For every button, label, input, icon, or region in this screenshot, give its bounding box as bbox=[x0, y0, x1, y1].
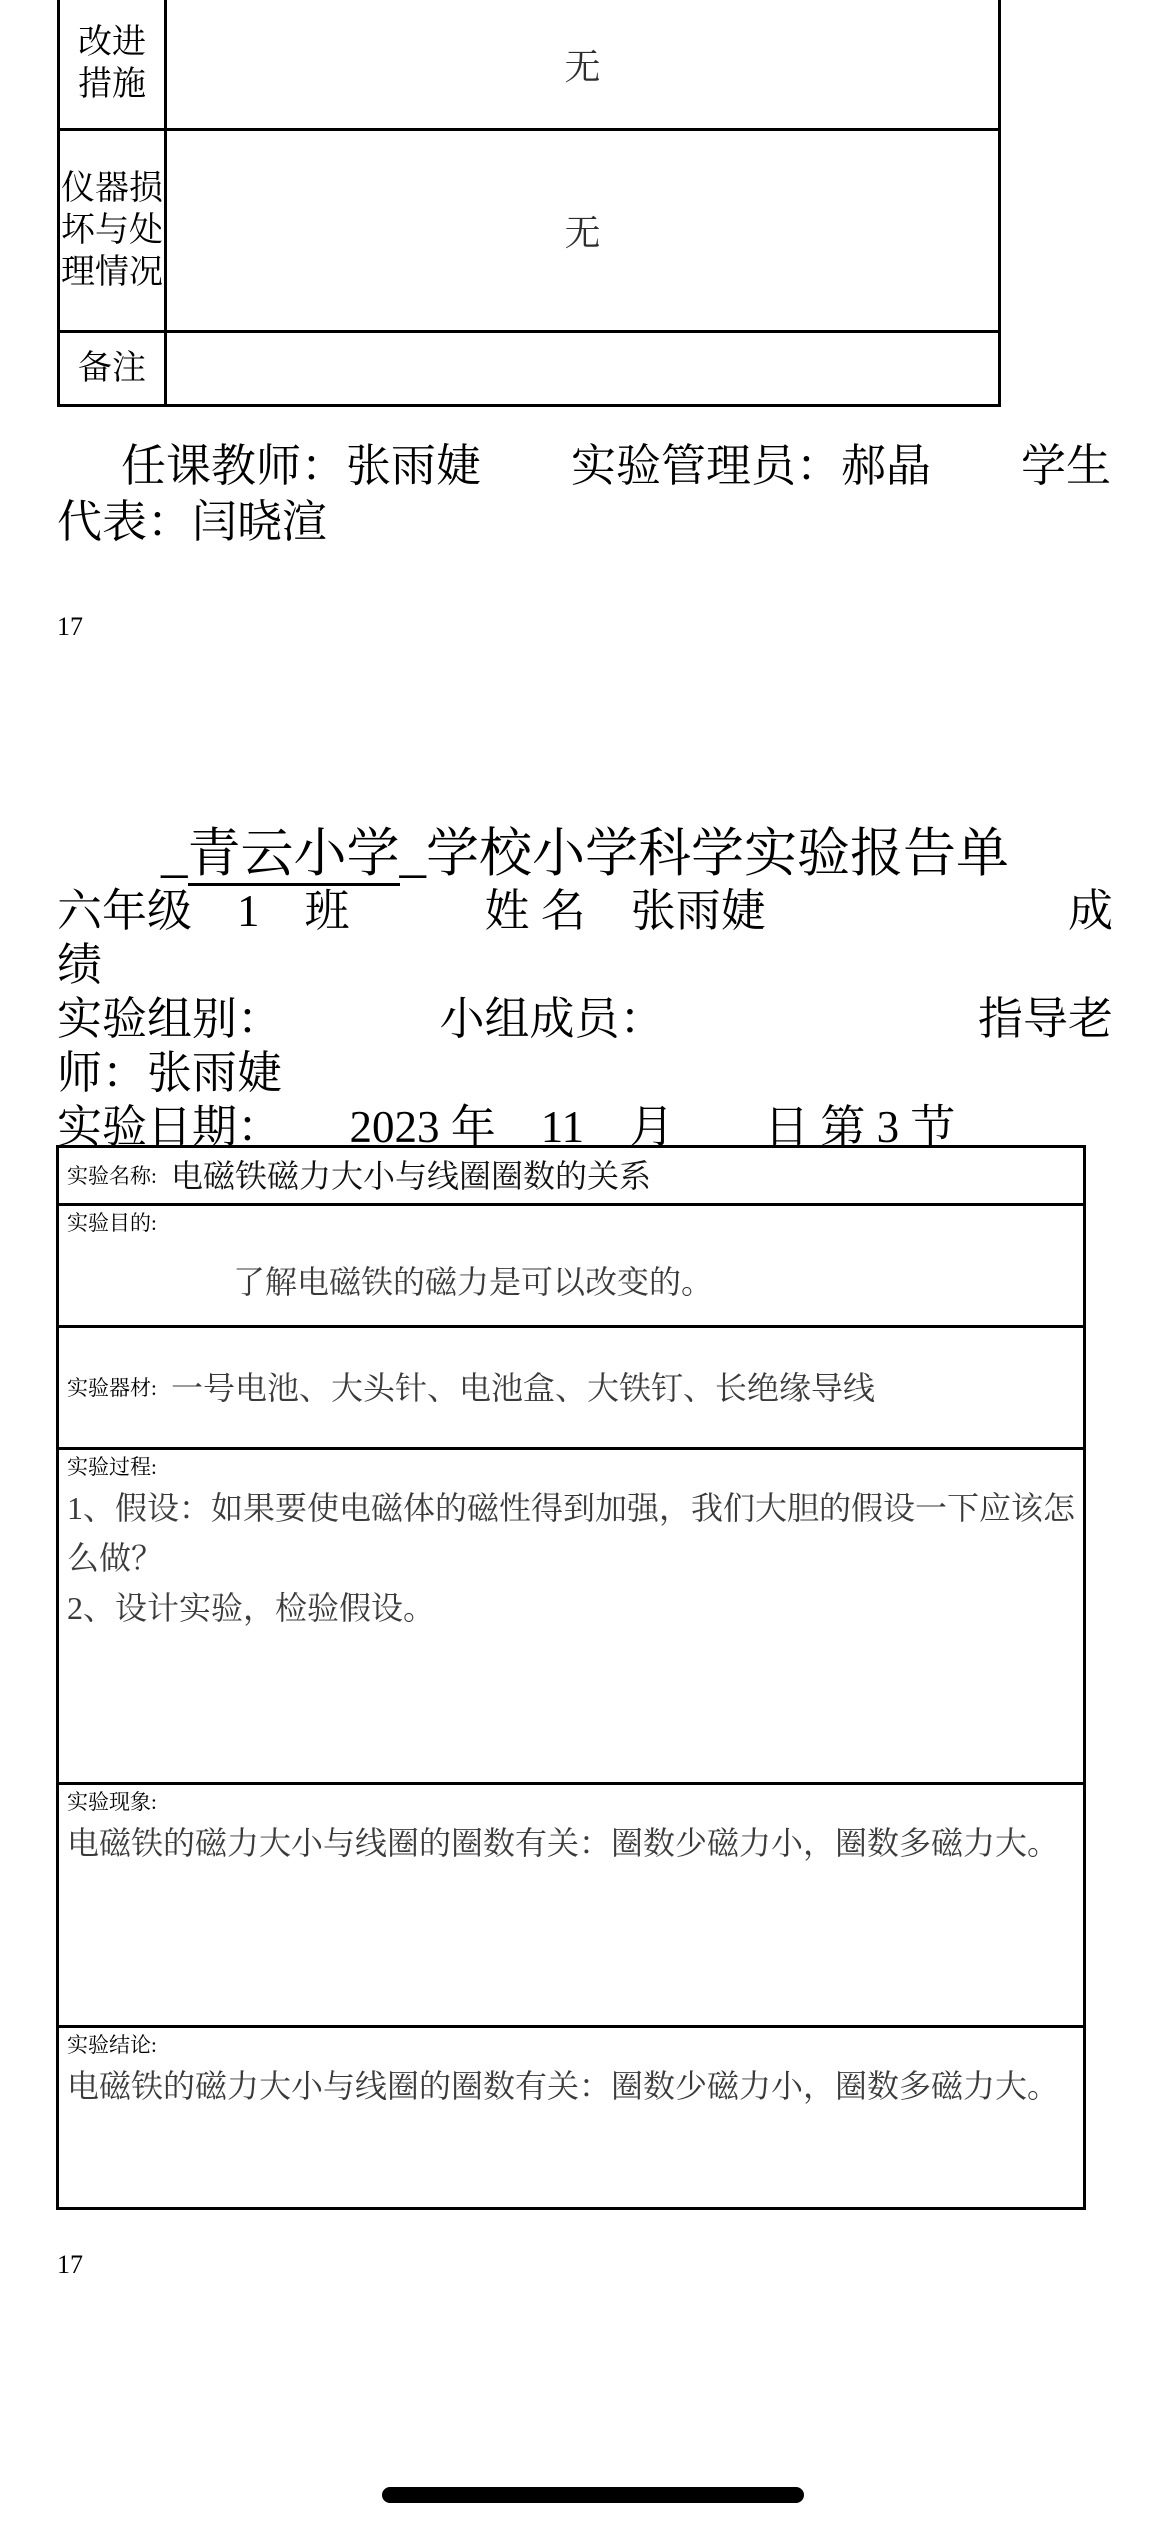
label-experiment-materials: 实验器材: bbox=[67, 1375, 157, 1400]
row-experiment-procedure bbox=[59, 1450, 1083, 1785]
table-row-equipment-damage bbox=[60, 131, 998, 333]
report-info-block bbox=[57, 884, 1113, 1154]
experiment-date: 实验日期： 2023 年 11 月 日 第 3 节 bbox=[57, 1102, 956, 1152]
row-label-improvement: 改进措施 bbox=[60, 0, 167, 128]
title-rest: 学校小学科学实验报告单 bbox=[426, 825, 1009, 883]
score-label-start: 成 bbox=[1067, 886, 1113, 936]
row-experiment-materials bbox=[59, 1328, 1083, 1450]
label-experiment-name: 实验名称: bbox=[67, 1163, 157, 1188]
row-value-equipment-damage: 无 bbox=[564, 213, 601, 253]
label-experiment-procedure: 实验过程: bbox=[67, 1455, 157, 1479]
title-underscore-left: _ bbox=[161, 825, 188, 883]
info-line-score-wrap bbox=[57, 938, 1113, 992]
info-line-group bbox=[57, 992, 1113, 1046]
school-name: 青云小学 bbox=[188, 825, 400, 886]
value-experiment-purpose: 了解电磁铁的磁力是可以改变的。 bbox=[233, 1264, 714, 1300]
score-label-end: 绩 bbox=[57, 940, 103, 990]
label-experiment-purpose: 实验目的: bbox=[67, 1211, 157, 1235]
title-underscore-right: _ bbox=[399, 825, 426, 883]
procedure-step-1: 1、假设：如果要使电磁体的磁性得到加强，我们大胆的假设一下应该怎 bbox=[67, 1490, 1076, 1526]
report-title bbox=[0, 822, 1170, 886]
signature-line-2: 代表：闫晓渲 bbox=[57, 497, 328, 547]
row-experiment-name bbox=[59, 1148, 1083, 1206]
home-indicator[interactable] bbox=[382, 2487, 804, 2503]
row-label-remarks: 备注 bbox=[60, 333, 167, 404]
group-members-label: 实验组别： 小组成员： bbox=[57, 994, 665, 1044]
row-experiment-observation bbox=[59, 1785, 1083, 2028]
table-row-improvement bbox=[60, 0, 998, 131]
advisor-name: 师：张雨婕 bbox=[57, 1048, 283, 1098]
advisor-label-start: 指导老 bbox=[977, 994, 1113, 1044]
row-label-equipment-damage: 仪器损坏与处理情况 bbox=[60, 131, 167, 330]
row-value-remarks bbox=[167, 333, 998, 404]
value-experiment-materials: 一号电池、大头针、电池盒、大铁钉、长绝缘导线 bbox=[171, 1369, 876, 1406]
summary-table bbox=[57, 0, 1001, 407]
value-experiment-name: 电磁铁磁力大小与线圈圈数的关系 bbox=[171, 1157, 652, 1194]
page-number-17-top: 17 bbox=[57, 612, 83, 641]
page-number-17-bottom: 17 bbox=[57, 2250, 83, 2279]
row-value-improvement: 无 bbox=[564, 46, 601, 87]
info-line-advisor-wrap bbox=[57, 1046, 1113, 1100]
label-experiment-observation: 实验现象: bbox=[67, 1790, 157, 1814]
label-experiment-conclusion: 实验结论: bbox=[67, 2033, 157, 2057]
signature-line-1: 任课教师：张雨婕 实验管理员：郝晶 学生 bbox=[121, 441, 1112, 491]
row-experiment-conclusion bbox=[59, 2028, 1083, 2210]
procedure-step-1-wrap: 么做？ bbox=[67, 1540, 164, 1576]
signature-paragraph bbox=[57, 438, 1127, 550]
value-experiment-observation: 电磁铁的磁力大小与线圈的圈数有关：圈数少磁力小，圈数多磁力大。 bbox=[67, 1825, 1060, 1861]
info-line-class bbox=[57, 884, 1113, 938]
value-experiment-conclusion: 电磁铁的磁力大小与线圈的圈数有关：圈数少磁力小，圈数多磁力大。 bbox=[67, 2068, 1060, 2104]
class-name-grade: 六年级 1 班 姓 名 张雨婕 bbox=[57, 886, 766, 936]
table-row-remarks bbox=[60, 333, 998, 407]
procedure-step-2: 2、设计实验，检验假设。 bbox=[67, 1590, 436, 1626]
row-experiment-purpose bbox=[59, 1206, 1083, 1328]
experiment-report-table bbox=[56, 1145, 1086, 2210]
